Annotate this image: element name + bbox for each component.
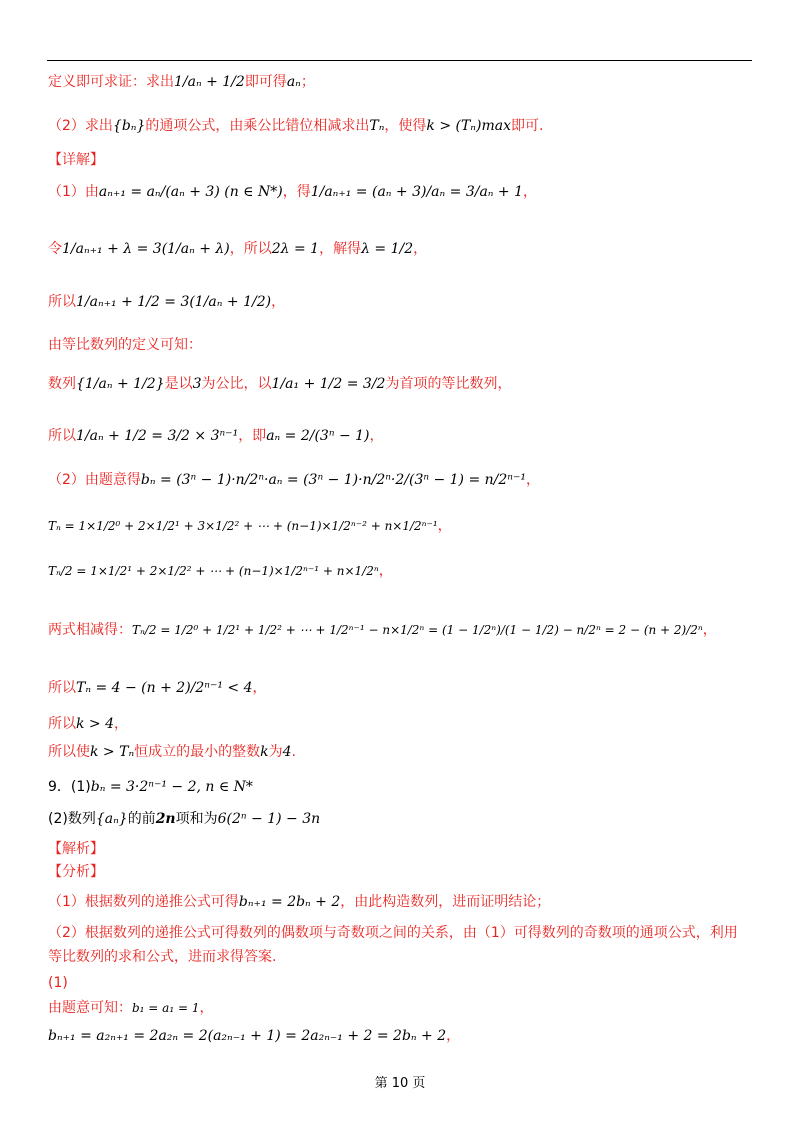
text-segment: ， <box>413 241 428 257</box>
text-segment: ， <box>199 1000 214 1016</box>
math-expr: 1/aₙ₊₁ + λ = 3(1/aₙ + λ) <box>62 241 230 257</box>
line-12 <box>48 561 393 581</box>
section-heading-detail <box>48 150 104 170</box>
text-segment: ， <box>369 428 384 444</box>
math-expr: 2λ = 1 <box>271 241 320 257</box>
line-6 <box>48 292 285 312</box>
text-segment: 所以 <box>48 680 76 696</box>
math-expr: k > Tₙ <box>90 744 135 760</box>
heading-text: 【详解】 <box>48 152 104 168</box>
math-expr: Tₙ/2 = 1/2⁰ + 1/2¹ + 1/2² + ⋯ + 1/2ⁿ⁻¹ − n×1/2ⁿ = (1 − 1/2ⁿ)/(1 − 1/2) − n/2ⁿ = 2 − (n + 2)/2ⁿ <box>132 623 703 637</box>
math-expr: {1/aₙ + 1/2} <box>76 376 165 392</box>
text-segment: ， <box>114 716 129 732</box>
text-segment: ，所以 <box>229 241 272 257</box>
line-26 <box>48 1026 460 1046</box>
text-segment: (2)数列 <box>48 811 96 827</box>
math-expr: {aₙ} <box>95 811 128 827</box>
text-segment: ，由此构造数列，进而证明结论； <box>340 894 551 910</box>
math-expr: k <box>260 744 269 760</box>
text-segment: 为公比，以 <box>201 376 272 392</box>
text-segment: （1）由 <box>48 184 99 200</box>
math-expr: Tₙ = 4 − (n + 2)/2ⁿ⁻¹ < 4 <box>76 680 253 696</box>
top-rule <box>47 60 752 61</box>
text-segment: ； <box>300 74 315 90</box>
math-expr: 1/aₙ₊₁ + 1/2 = 3(1/aₙ + 1/2) <box>76 294 272 310</box>
text-segment: 即可得 <box>244 74 287 90</box>
text-segment: ，即 <box>238 428 267 444</box>
line-24 <box>48 973 68 993</box>
text-segment: 是以 <box>164 376 193 392</box>
math-expr: λ = 1/2 <box>361 241 414 257</box>
line-14 <box>48 678 267 698</box>
line-8 <box>48 374 511 394</box>
heading-text: 【分析】 <box>48 864 104 880</box>
line-16 <box>48 742 296 762</box>
math-expr: 1/aₙ + 1/2 = 3/2 × 3ⁿ⁻¹ <box>76 428 239 444</box>
math-expr: bₙ = 3·2ⁿ⁻¹ − 2, n ∈ N* <box>90 779 253 795</box>
text-segment: 等比数列的求和公式，进而求得答案. <box>48 949 277 965</box>
math-expr: Tₙ <box>369 118 385 134</box>
text-segment: ， <box>523 184 538 200</box>
text-segment: 所以 <box>48 716 76 732</box>
text-segment: 为首项的等比数列， <box>385 376 512 392</box>
text-segment: ，得 <box>282 184 311 200</box>
text-segment: 9．(1) <box>48 779 91 795</box>
math-expr: 3 <box>192 376 202 392</box>
math-expr: 1/a₁ + 1/2 = 3/2 <box>271 376 386 392</box>
line-15 <box>48 714 128 734</box>
text-segment: 的前 <box>127 811 156 827</box>
answer-9-part-2 <box>48 809 320 829</box>
text-segment: （2）根据数列的递推公式可得数列的偶数项与奇数项之间的关系，由（1）可得数列的奇数项的通项公式，利用 <box>48 925 738 941</box>
heading-text: 【解析】 <box>48 841 104 857</box>
text-segment: （1）根据数列的递推公式可得 <box>48 894 239 910</box>
text-segment: ， <box>525 472 540 488</box>
line-10 <box>48 470 540 490</box>
text-segment: 令 <box>48 241 62 257</box>
text-segment: （2）求出 <box>48 118 113 134</box>
text-segment: ，使得 <box>384 118 427 134</box>
text-segment: 由等比数列的定义可知： <box>48 337 202 353</box>
page-number: 第 10 页 <box>374 1076 426 1091</box>
text-segment: ， <box>702 622 717 638</box>
math-expr: bₙ₊₁ = a₂ₙ₊₁ = 2a₂ₙ = 2(a₂ₙ₋₁ + 1) = 2a₂ₙ₋₁ + 2 = 2bₙ + 2 <box>48 1028 447 1044</box>
text-segment: ，解得 <box>319 241 362 257</box>
text-segment: . <box>291 744 296 760</box>
text-segment: 由题意可知： <box>48 1000 132 1016</box>
math-expr: Tₙ/2 = 1×1/2¹ + 2×1/2² + ⋯ + (n−1)×1/2ⁿ⁻¹ + n×1/2ⁿ <box>48 564 379 578</box>
math-expr: {bₙ} <box>112 118 146 134</box>
math-expr: bₙ = (3ⁿ − 1)·n/2ⁿ·aₙ = (3ⁿ − 1)·n/2ⁿ·2/(3ⁿ − 1) = n/2ⁿ⁻¹ <box>140 472 526 488</box>
text-segment: ， <box>252 680 267 696</box>
line-5 <box>48 239 427 259</box>
line-23 <box>48 947 276 967</box>
text-segment: ， <box>378 563 393 579</box>
math-expr: aₙ <box>286 74 301 90</box>
text-segment: 两式相减得： <box>48 622 132 638</box>
text-segment: 所以 <box>48 294 76 310</box>
math-expr: 1/aₙ₊₁ = (aₙ + 3)/aₙ = 3/aₙ + 1 <box>310 184 524 200</box>
line-1 <box>48 72 315 92</box>
text-segment: (1) <box>48 975 68 991</box>
math-expr: Tₙ = 1×1/2⁰ + 2×1/2¹ + 3×1/2² + ⋯ + (n−1)×1/2ⁿ⁻² + n×1/2ⁿ⁻¹ <box>48 519 438 533</box>
math-expr: k > (Tₙ)max <box>426 118 511 134</box>
line-11 <box>48 516 452 536</box>
math-expr: 1/aₙ + 1/2 <box>174 74 245 90</box>
math-expr: b₁ = a₁ = 1 <box>132 1001 200 1015</box>
text-segment: ， <box>446 1028 461 1044</box>
line-22 <box>48 923 738 943</box>
line-4 <box>48 182 537 202</box>
math-expr: aₙ₊₁ = aₙ/(aₙ + 3) (n ∈ N*) <box>98 184 283 200</box>
text-segment: 定义即可求证：求出 <box>48 74 174 90</box>
math-expr: bₙ₊₁ = 2bₙ + 2 <box>238 894 341 910</box>
answer-9-part-1 <box>48 777 253 797</box>
text-segment: 即可. <box>510 118 544 134</box>
math-expr: k > 4 <box>76 716 115 732</box>
text-segment: ， <box>437 518 452 534</box>
math-expr: 4 <box>282 744 292 760</box>
line-7 <box>48 335 202 355</box>
text-segment: 的通项公式，由乘公比错位相减求出 <box>145 118 370 134</box>
math-expr: aₙ = 2/(3ⁿ − 1) <box>266 428 370 444</box>
text-segment: 为 <box>268 744 283 760</box>
text-segment: 所以 <box>48 428 76 444</box>
math-expr: 6(2ⁿ − 1) − 3n <box>217 811 321 827</box>
section-heading-analysis <box>48 839 104 859</box>
text-segment: 恒成立的最小的整数 <box>134 744 261 760</box>
math-expr: 2n <box>155 811 176 827</box>
line-2 <box>48 116 543 136</box>
line-25 <box>48 998 213 1018</box>
section-heading-breakdown <box>48 862 104 882</box>
text-segment: 数列 <box>48 376 76 392</box>
text-segment: （2）由题意得 <box>48 472 141 488</box>
text-segment: 项和为 <box>175 811 218 827</box>
line-21 <box>48 892 550 912</box>
line-9 <box>48 426 384 446</box>
line-13 <box>48 620 717 640</box>
text-segment: 所以使 <box>48 744 90 760</box>
text-segment: ， <box>271 294 286 310</box>
